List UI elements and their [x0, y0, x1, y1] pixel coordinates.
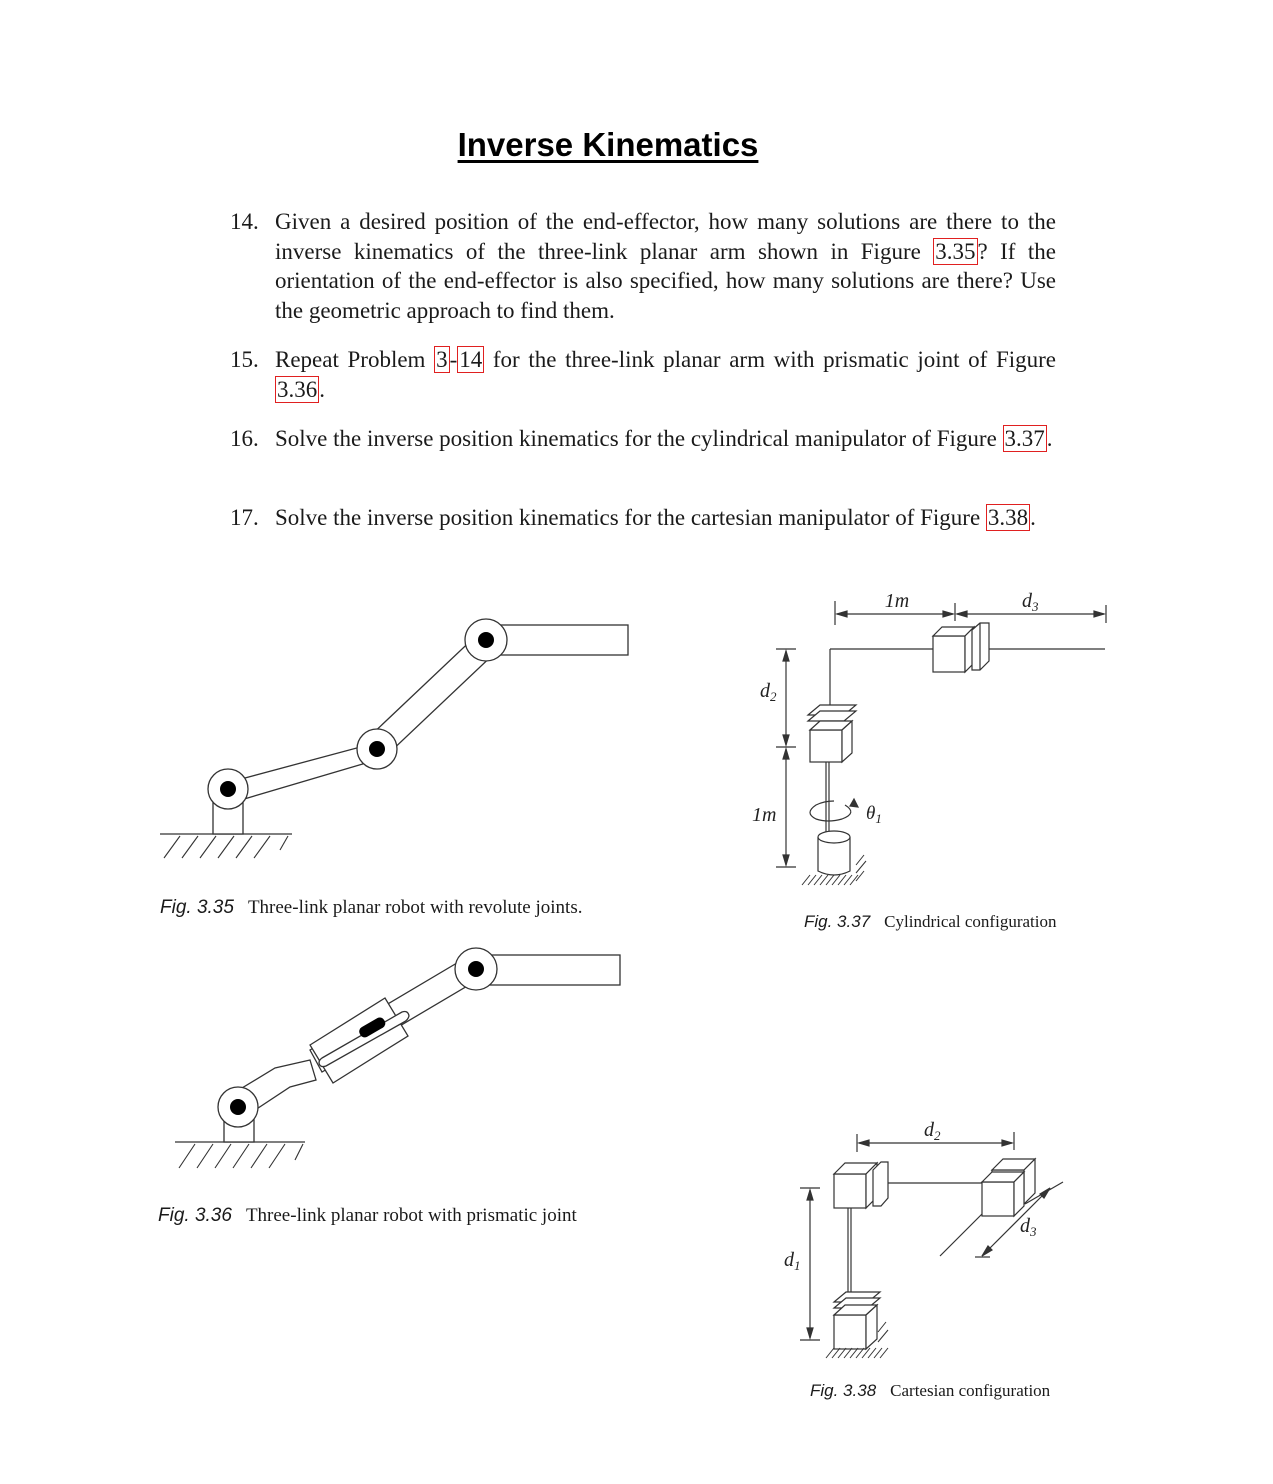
prismatic-arm-diagram [150, 940, 650, 1190]
problem-link[interactable]: 14 [459, 347, 483, 372]
dimension-label: $d_2$ [760, 680, 777, 704]
dimension-label: $d_1$ [784, 1249, 801, 1273]
figure-3-38 [770, 1110, 1090, 1370]
figure-3-36-caption [158, 1205, 577, 1227]
caption-text: Cartesian configuration [890, 1381, 1051, 1400]
figure-label: Fig. 3.36 [158, 1205, 232, 1226]
figure-3-36 [150, 940, 650, 1190]
cylindrical-manipulator-diagram [740, 585, 1120, 895]
figure-label: Fig. 3.35 [160, 897, 234, 918]
figure-3-37-caption [804, 912, 1056, 932]
figure-3-38-caption [810, 1381, 1050, 1401]
figure-3-35-caption [160, 897, 582, 919]
dimension-label: 1m [884, 590, 910, 612]
revolute-arm-diagram [150, 610, 650, 870]
problem-16 [230, 424, 1056, 454]
problem-text: Repeat Problem 3-14 for the three-link planar arm with prismatic joint of Figure 3.36. [275, 347, 1057, 402]
caption-text: Three-link planar robot with prismatic joint [245, 1205, 577, 1226]
problem-text: Solve the inverse position kinematics for the cartesian manipulator of Figure 3.38. [275, 505, 1036, 530]
dimension-label: $d_3$ [1022, 590, 1039, 614]
problem-link[interactable]: 3 [436, 347, 448, 372]
figure-link[interactable]: 3.37 [1004, 426, 1045, 451]
figure-3-35 [150, 610, 650, 870]
figure-link[interactable]: 3.38 [987, 505, 1029, 530]
problem-number: 17. [230, 505, 259, 530]
problem-14 [230, 207, 1056, 325]
figure-label: Fig. 3.37 [804, 912, 871, 931]
figure-3-37 [740, 585, 1120, 895]
problem-text: Given a desired position of the end-effector, how many solutions are there to the inverse kinematics of the three-link planar arm shown in Figure 3.35? If the orientation of the end-effector is also specified, how many solutions are there? Use the geometric approach to find them. [275, 209, 1056, 323]
caption-text: Three-link planar robot with revolute joints. [247, 897, 583, 918]
page-title: Inverse Kinematics [457, 126, 759, 163]
figure-label: Fig. 3.38 [810, 1381, 877, 1400]
angle-label: $\theta_1$ [866, 803, 882, 826]
problem-number: 14. [230, 209, 259, 234]
problem-number: 16. [230, 426, 259, 451]
dimension-label: $d_2$ [924, 1119, 941, 1143]
dimension-label: $d_3$ [1020, 1215, 1037, 1239]
problem-15 [230, 345, 1056, 404]
figure-link[interactable]: 3.35 [935, 238, 976, 264]
problem-17 [230, 503, 1056, 533]
problem-text: Solve the inverse position kinematics for the cylindrical manipulator of Figure 3.37. [275, 426, 1053, 451]
caption-text: Cylindrical configuration [884, 912, 1057, 931]
figure-link[interactable]: 3.36 [277, 376, 318, 402]
cartesian-manipulator-diagram [770, 1110, 1090, 1370]
problem-number: 15. [230, 347, 259, 372]
dimension-label: 1m [752, 804, 777, 826]
